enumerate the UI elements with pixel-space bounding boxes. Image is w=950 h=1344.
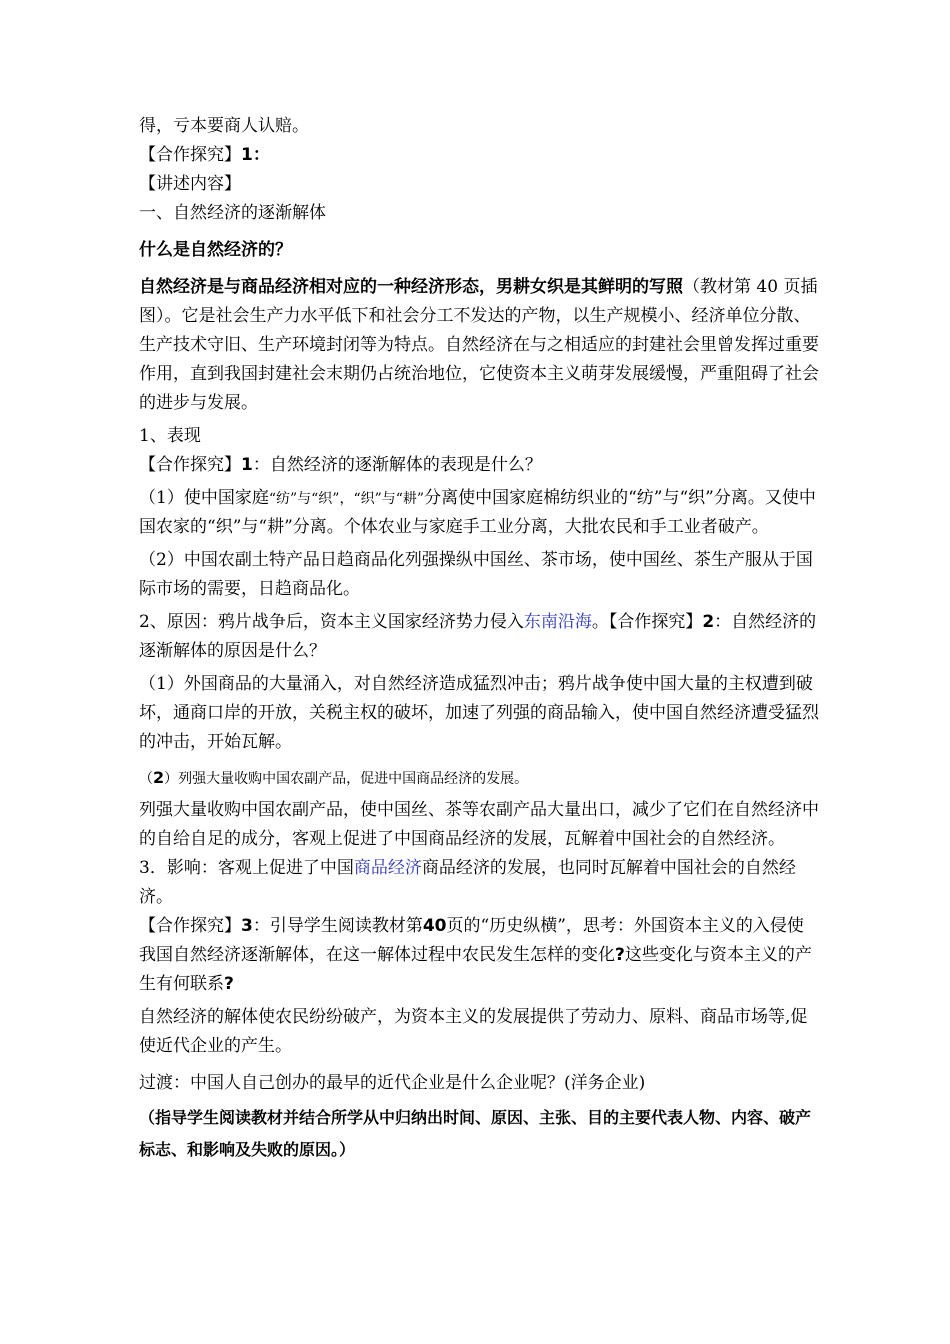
section-heading: 一、自然经济的逐渐解体 xyxy=(139,203,326,223)
paragraph: （2）列强大量收购中国农副产品，促进中国商品经济的发展。 xyxy=(139,768,529,787)
question-line: 【合作探究】1：自然经济的逐渐解体的表现是什么？ xyxy=(139,455,542,475)
section-label: 【合作探究】1： xyxy=(139,145,270,165)
paragraph: （1）使中国家庭“纺”与“织”，“织”与“耕”分离使中国家庭棉纺织业的“纺”与“织”分离。又使中国农家的“织”与“耕”分离。个体农业与家庭手工业分离，大批农民和手工业者破产。 xyxy=(139,488,816,537)
paragraph: 【合作探究】3：引导学生阅读教材第40页的“历史纵横”，思考：外国资本主义的入侵使我国自然经济逐渐解体，在这一解体过程中农民发生怎样的变化?这些变化与资本主义的产生有何联系? xyxy=(139,916,812,994)
paragraph: （指导学生阅读教材并结合所学从中归纳出时间、原因、主张、目的主要代表人物、内容、破产标志、和影响及失败的原因。） xyxy=(139,1108,812,1159)
paragraph: （1）外国商品的大量涌入，对自然经济造成猛烈冲击；鸦片战争使中国大量的主权遭到破坏，通商口岸的开放，关税主权的破坏，加速了列强的商品输入，使中国自然经济遭受猛烈的冲击，开始瓦解。 xyxy=(139,674,819,752)
document-body xyxy=(139,112,819,1166)
link-southeast-coast[interactable]: 东南沿海 xyxy=(523,612,592,632)
subsection-heading: 1、表现 xyxy=(139,426,201,446)
paragraph: 自然经济是与商品经济相对应的一种经济形态，男耕女织是其鲜明的写照（教材第 40 页插图）。它是社会生产力水平低下和社会分工不发达的产物，以生产规模小、经济单位分散、生产技术守旧、生产环境封闭等为特点。自然经济在与之相适应的封建社会里曾发挥过重要作用，直到我国封建社会末期仍占统治地位，它使资本主义萌芽发展缓慢，严重阻碍了社会的进步与发展。 xyxy=(139,277,819,413)
section-label: 【讲述内容】 xyxy=(139,174,241,194)
paragraph: 3．影响：客观上促进了中国商品经济商品经济的发展，也同时瓦解着中国社会的自然经济。 xyxy=(139,858,796,907)
paragraph: 2、原因：鸦片战争后，资本主义国家经济势力侵入东南沿海。【合作探究】2：自然经济的逐渐解体的原因是什么？ xyxy=(139,612,817,661)
paragraph: 过渡：中国人自己创办的最早的近代企业是什么企业呢？(洋务企业) xyxy=(139,1073,646,1093)
paragraph: 列强大量收购中国农副产品，使中国丝、茶等农副产品大量出口，减少了它们在自然经济中的自给自足的成分，客观上促进了中国商品经济的发展，瓦解着中国社会的自然经济。 xyxy=(139,800,819,849)
link-commodity-economy[interactable]: 商品经济 xyxy=(353,858,422,878)
paragraph: 自然经济的解体使农民纷纷破产，为资本主义的发展提供了劳动力、原料、商品市场等,促使近代企业的产生。 xyxy=(139,1007,808,1056)
paragraph: （2）中国农副土特产品日趋商品化列强操纵中国丝、茶市场，使中国丝、茶生产服从于国际市场的需要，日趋商品化。 xyxy=(139,550,813,599)
question-heading: 什么是自然经济的？ xyxy=(139,240,292,260)
text-line: 得，亏本要商人认赔。 xyxy=(139,116,309,136)
